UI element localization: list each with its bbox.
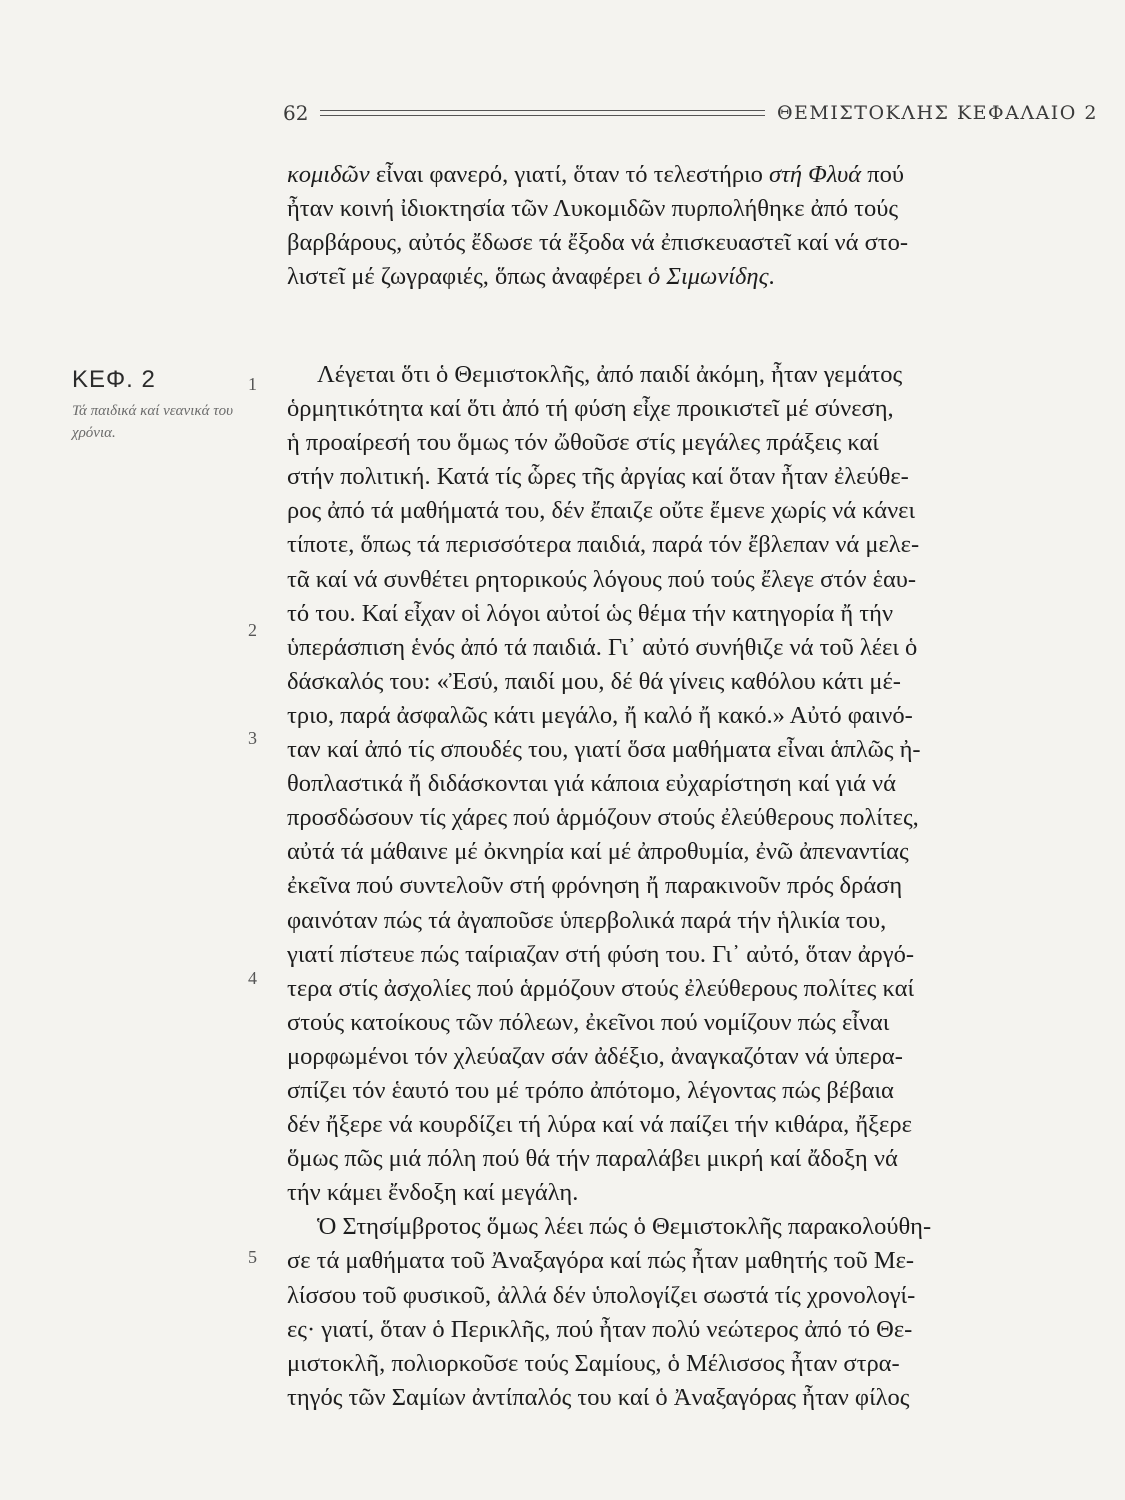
text-line: Λέγεται ὅτι ὁ Θεμιστοκλῆς, ἀπό παιδί ἀκόμη, ἦταν γεμάτος	[317, 361, 903, 388]
header-rule	[320, 110, 764, 116]
text-line: γιατί πίστευε πώς ταίριαζαν στή φύση του. Γι᾽ αὐτό, ὅταν ἀργό-	[287, 940, 915, 968]
running-title: ΘΕΜΙΣΤΟΚΛΗΣ ΚΕΦΑΛΑΙΟ 2	[776, 102, 1098, 124]
text-line: σε τά μαθήματα τοῦ Ἀναξαγόρα καί πώς ἦταν μαθητής τοῦ Με-	[287, 1247, 915, 1275]
text-line: προσδώσουν τίς χάρες πού ἁρμόζουν στούς ἐλεύθερους πολίτες,	[287, 804, 919, 832]
text-line: ὅμως πῶς μιά πόλη πού θά τήν παραλάβει μικρή καί ἄδοξη νά	[287, 1145, 898, 1173]
section-marker: 5	[248, 1247, 257, 1267]
text-line: λίσσου τοῦ φυσικοῦ, ἀλλά δέν ὑπολογίζει σωστά τίς χρονολογί-	[287, 1281, 916, 1309]
section-marker: 3	[248, 728, 257, 748]
text-line: ὁρμητικότητα καί ὅτι ἀπό τή φύση εἶχε προικιστεῖ μέ σύνεση,	[287, 395, 894, 423]
text-line: δέν ἤξερε νά κουρδίζει τή λύρα καί νά παίζει τήν κιθάρα, ἤξερε	[287, 1111, 912, 1139]
text-line: τριο, παρά ἀσφαλῶς κάτι μεγάλο, ἤ καλό ἤ κακό.» Αὐτό φαινό-	[287, 701, 913, 729]
text-line: αὐτά τά μάθαινε μέ ὀκνηρία καί μέ ἀπροθυμία, ἐνῶ ἀπεναντίας	[287, 838, 909, 866]
text-line: ἐκεῖνα πού συντελοῦν στή φρόνηση ἤ παρακινοῦν πρός δράση	[287, 872, 903, 900]
text-line: λιστεῖ μέ ζωγραφιές, ὅπως ἀναφέρει ὁ Σιμωνίδης.	[287, 263, 775, 291]
text-line: τό του. Καί εἶχαν οἱ λόγοι αὐτοί ὡς θέμα τήν κατηγορία ἤ τήν	[287, 599, 894, 627]
text-line: δάσκαλός του: «Ἐσύ, παιδί μου, δέ θά γίνεις καθόλου κάτι μέ-	[287, 667, 901, 695]
text-line: τίποτε, ὅπως τά περισσότερα παιδιά, παρά τόν ἔβλεπαν νά μελε-	[287, 531, 920, 559]
text-line: Ὁ Στησίμβροτος ὅμως λέει πώς ὁ Θεμιστοκλῆς παρακολούθη-	[317, 1213, 932, 1241]
text-line: τᾶ καί νά συνθέτει ρητορικούς λόγους πού τούς ἔλεγε στόν ἑαυ-	[287, 565, 917, 593]
text-line: ἡ προαίρεσή του ὅμως τόν ὤθοῦσε στίς μεγάλες πράξεις καί	[287, 429, 879, 457]
main-paragraph	[287, 358, 1102, 1415]
text-line: μορφωμένοι τόν χλεύαζαν σάν ἀδέξιο, ἀναγκαζόταν νά ὑπερα-	[287, 1042, 903, 1070]
text-line: μιστοκλῆ, πολιορκοῦσε τούς Σαμίους, ὁ Μέλισσος ἦταν στρα-	[287, 1349, 900, 1377]
text-line: τήν κάμει ἔνδοξη καί μεγάλη.	[287, 1179, 579, 1207]
text-line: ὑπεράσπιση ἑνός ἀπό τά παιδιά. Γι᾽ αὐτό συνήθιζε νά τοῦ λέει ὁ	[287, 633, 918, 661]
page-number: 62	[283, 101, 309, 125]
text-line: τηγός τῶν Σαμίων ἀντίπαλός του καί ὁ Ἀναξαγόρας ἦταν φίλος	[287, 1383, 910, 1411]
section-marker: 1	[248, 374, 257, 394]
text-line: ες· γιατί, ὅταν ὁ Περικλῆς, πού ἦταν πολύ νεώτερος ἀπό τό Θε-	[287, 1315, 913, 1343]
text-line: κομιδῶν εἶναι φανερό, γιατί, ὅταν τό τελεστήριο στή Φλυά πού	[287, 161, 905, 188]
text-line: ἦταν κοινή ἰδιοκτησία τῶν Λυκομιδῶν πυρπολήθηκε ἀπό τούς	[287, 195, 899, 223]
text-line: ταν καί ἀπό τίς σπουδές του, γιατί ὅσα μαθήματα εἶναι ἁπλῶς ἠ-	[287, 736, 921, 764]
first-paragraph	[287, 158, 1102, 294]
chapter-label: ΚΕΦ. 2	[72, 366, 156, 393]
page-header	[283, 96, 1098, 130]
chapter-margin-note	[72, 366, 242, 444]
text-line: στήν πολιτική. Κατά τίς ὧρες τῆς ἀργίας καί ὅταν ἦταν ἐλεύθε-	[287, 463, 909, 491]
text-line: φαινόταν πώς τά ἀγαποῦσε ὑπερβολικά παρά τήν ἡλικία του,	[287, 906, 887, 934]
section-marker: 2	[248, 620, 257, 640]
text-line: στούς κατοίκους τῶν πόλεων, ἐκεῖνοι πού νομίζουν πώς εἶναι	[287, 1008, 890, 1036]
text-line: βαρβάρους, αὐτός ἔδωσε τά ἔξοδα νά ἐπισκευαστεῖ καί νά στο-	[287, 229, 909, 257]
text-line: τερα στίς ἀσχολίες πού ἁρμόζουν στούς ἐλεύθερους πολίτες καί	[287, 974, 915, 1002]
chapter-subtitle: Τά παιδικά καί νεανικά του χρόνια.	[72, 403, 233, 441]
text-line: θοπλαστικά ἤ διδάσκονται γιά κάποια εὐχαρίστηση καί γιά νά	[287, 770, 896, 798]
text-line: σπίζει τόν ἑαυτό του μέ τρόπο ἀπότομο, λέγοντας πώς βέβαια	[287, 1076, 894, 1104]
section-marker: 4	[248, 968, 257, 988]
text-line: ρος ἀπό τά μαθήματά του, δέν ἔπαιζε οὔτε ἔμενε χωρίς νά κάνει	[287, 497, 916, 525]
